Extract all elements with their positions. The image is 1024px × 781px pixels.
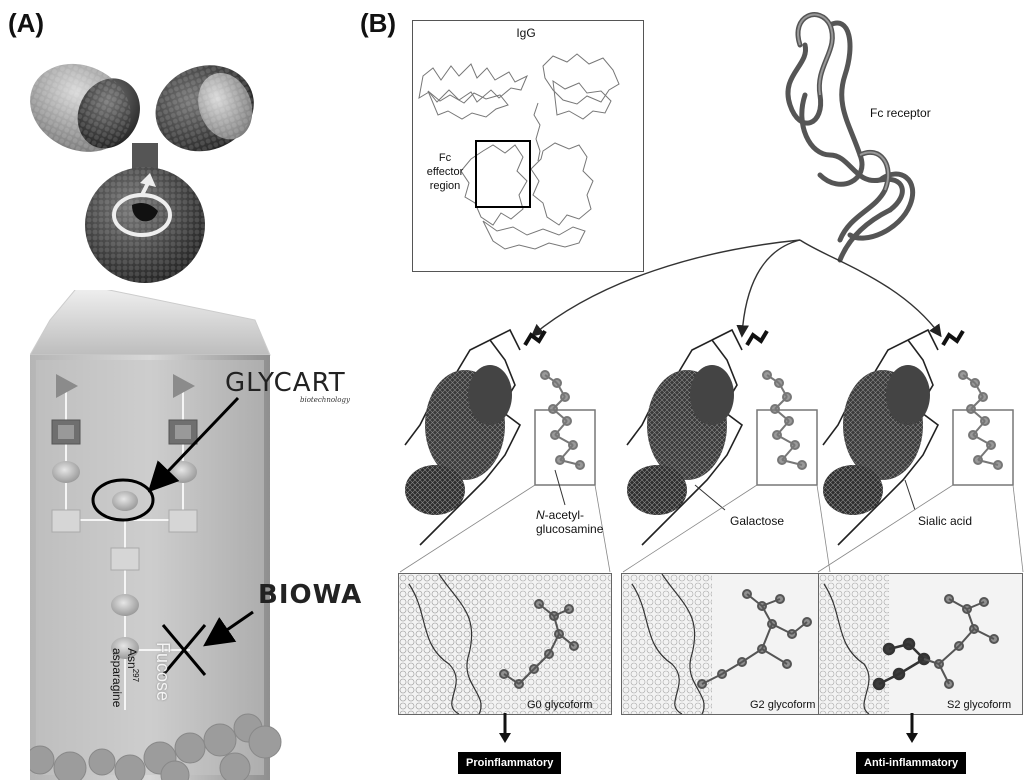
fc-receptor-label: Fc receptor [870,106,931,120]
fc-effector-line-1: Fc [438,152,452,164]
nacetyl-glucosamine-label: N-acetyl- glucosamine [536,508,604,536]
panel-b-label: (B) [360,8,397,38]
panel-a-label: (A) [8,8,45,38]
s2-glycoform-label: S2 glycoform [947,699,1012,711]
g0-glycoform-label: G0 glycoform [527,699,593,711]
sialic-acid-label: Sialic acid [918,514,973,528]
proinflammatory-tag: Proinflammatory [458,752,561,774]
g2-glycoform-label: G2 glycoform [750,699,816,711]
anti-inflammatory-tag: Anti-inflammatory [856,752,966,774]
asparagine-label: asparagine [110,648,124,708]
igg-label: IgG [516,26,536,40]
glycart-brand: GLYCART [225,368,346,398]
galactose-label: Galactose [730,514,785,528]
fucose-label: Fucose [153,642,173,702]
glycart-brand-subtitle: biotechnology [300,396,350,404]
fc-effector-line-2: effector [426,166,464,178]
biowa-brand: BIOWA [258,580,363,610]
fc-effector-line-3: region [429,180,461,192]
asn-label: Asn$^{297}$ [125,648,140,683]
